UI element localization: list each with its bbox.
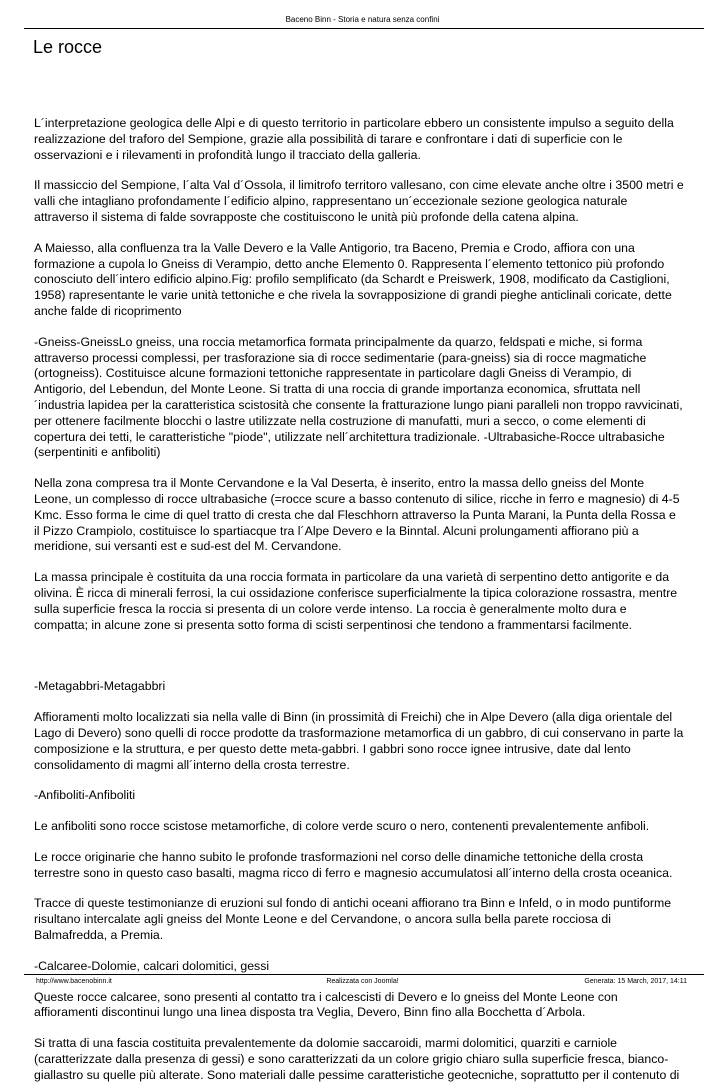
paragraph-anfiboliti: Le anfiboliti sono rocce scistose metamorfiche, di colore verde scuro o nero, contenenti prevalentemente anfiboli. bbox=[34, 819, 650, 834]
paragraph-maiesso: A Maiesso, alla confluenza tra la Valle Devero e la Valle Antigorio, tra Baceno, Premia e Crodo, affiora con una formazione a cupola lo Gneiss di Verampio, detto anche Elemento 0. Rappresenta l´elemento tettonico più profondo conosciuto dell´intero edificio alpino.Fig: profilo semplificato (da Schardt e Preiswerk, 1908, modificato da Castiglioni, 1958) rapresentante le varie unità tettoniche e che rivela la sovrapposizione di grandi pieghe anticlinali coricate, dette anche falde di ricoprimento bbox=[34, 240, 672, 318]
header-divider bbox=[24, 28, 704, 29]
paragraph-metagabbri: Affioramenti molto localizzati sia nella valle di Binn (in prossimità di Freichi) che in Alpe Devero (alla diga orientale del Lago di Devero) sono quelli di rocce prodotte da trasformazione metamorfica di un gabbro, di cui conservano in parte la composizione e la struttura, e per questo dette meta-gabbri. I gabbri sono rocce ignee intrusive, date dal lento consolidamento di magmi all´interno della crosta terrestre. bbox=[34, 710, 684, 772]
footer-generated-date: Generata: 15 March, 2017, 14:11 bbox=[584, 978, 687, 985]
footer-made-with: Realizzata con Joomla! bbox=[326, 978, 399, 985]
section-heading-calcaree: -Calcaree-Dolomie, calcari dolomitici, gessi bbox=[34, 958, 270, 973]
section-heading-anfiboliti: -Anfiboliti-Anfiboliti bbox=[34, 788, 136, 803]
site-header-title: Baceno Binn - Storia e natura senza confini bbox=[285, 15, 440, 24]
paragraph-calcaree: Queste rocce calcaree, sono presenti al contatto tra i calcescisti di Devero e lo gneiss del Monte Leone con affioramenti discontinui lungo una linea disposta tra Veglia, Devero, Binn fino alla Bocchetta d´Arbola. bbox=[34, 989, 618, 1020]
paragraph-gneiss: -Gneiss-GneissLo gneiss, una roccia metamorfica formata principalmente da quarzo, feldspati e miche, si forma attraverso processi complessi, per trasforazione sia di rocce sedimentarie (para-gneiss) sia di rocce magmatiche (ortogneiss). Costituisce alcune formazioni tettoniche rappresentate in particolare dagli Gneiss di Verampio, di Antigorio, del Lebendun, del Monte Leone. Si tratta di una roccia di grande importanza economica, sfruttata nell´industria lapidea per la caratteristica scistosità che consente la fratturazione lungo piani paralleli non troppo ravvicinati, per ottenere facilmente blocchi o lastre utilizzate nella costruzione di manufatti, muri a secco, o come elementi di copertura dei tetti, le caratteristiche "piode", utilizzate nell´architettura tradizionale. -Ultrabasiche-Rocce ultrabasiche (serpentiniti e anfiboliti) bbox=[34, 334, 683, 460]
paragraph-dolomie: Si tratta di una fascia costituita prevalentemente da dolomie saccaroidi, marmi dolomitici, quarziti e carniole (caratterizzate dalla presenza di gessi) e sono caratterizzati da un colore grigio chiaro sulla superficie fresca, bianco-giallastro su quelle più alterate. Sono materiali dalle pessime caratteristiche geotecniche, soprattutto per il contenuto di bbox=[34, 1036, 680, 1082]
footer-url: http://www.bacenobinn.it bbox=[36, 978, 112, 985]
footer-divider bbox=[24, 974, 704, 975]
paragraph-basalti: Le rocce originarie che hanno subito le profonde trasformazioni nel corso delle dinamiche tettoniche della crosta terrestre sono in questo caso basalti, magma ricco di ferro e magnesio accumulatosi all´interno della crosta oceanica. bbox=[34, 849, 673, 880]
paragraph-sempione: Il massiccio del Sempione, l´alta Val d´Ossola, il limitrofo territoro vallesano, con cime elevate anche oltre i 3500 metri e valli che intagliano profondamente l´edificio alpino, rappresentano un´eccezionale sezione geologica naturale attraverso il sistema di falde sovrapposte che costituiscono le unità più profonde della catena alpina. bbox=[34, 178, 684, 224]
paragraph-tracce: Tracce di queste testimonianze di eruzioni sul fondo di antichi oceani affiorano tra Binn e Infeld, o in modo puntiforme risultano intercalate agli gneiss del Monte Leone e del Cervandone, o ancora sulla bella parete rocciosa di Balmafredda, a Premia. bbox=[34, 896, 672, 943]
section-spacer bbox=[34, 648, 684, 679]
paragraph-serpentino: La massa principale è costituita da una roccia formata in particolare da una varietà di serpentino detto antigorite e da olivina. È ricca di minerali ferrosi, la cui ossidazione conferisce superficialmente la tipica colorazione rossastra, mentre sulla superficie fresca la roccia si presenta di un colore verde intenso. La roccia è generalmente molto dura e compatta; in alcune zone si presenta sotto forma di scisti serpentinosi che tendono a frammentarsi facilmente. bbox=[34, 570, 678, 632]
section-heading-metagabbri: -Metagabbri-Metagabbri bbox=[34, 679, 166, 694]
page-title: Le rocce bbox=[33, 37, 103, 57]
paragraph-intro: L´interpretazione geologica delle Alpi e di questo territorio in particolare ebbero un consistente impulso a seguito della realizzazione del traforo del Sempione, grazie alla possibilità di tarare e confrontare i dati di superficie con le osservazioni e i rilevamenti in profondità lungo il tracciato della galleria. bbox=[34, 116, 674, 162]
paragraph-ultrabasiche: Nella zona compresa tra il Monte Cervandone e la Val Deserta, è inserito, entro la massa dello gneiss del Monte Leone, un complesso di rocce ultrabasiche (=rocce scure a basso contenuto di silice, ricche in ferro e magnesio) di 4-5 Kmc. Esso forma le cime di quel tratto di cresta che dal Fleschhorn attraverso la Punta Marani, la Punta della Rossa e il Pizzo Crampiolo, costituisce lo spartiacque tra l´Alpe Devero e la Binntal. Alcuni prolungamenti affiorano più a meridione, sui versanti est e sud-est del M. Cervandone. bbox=[34, 476, 680, 554]
